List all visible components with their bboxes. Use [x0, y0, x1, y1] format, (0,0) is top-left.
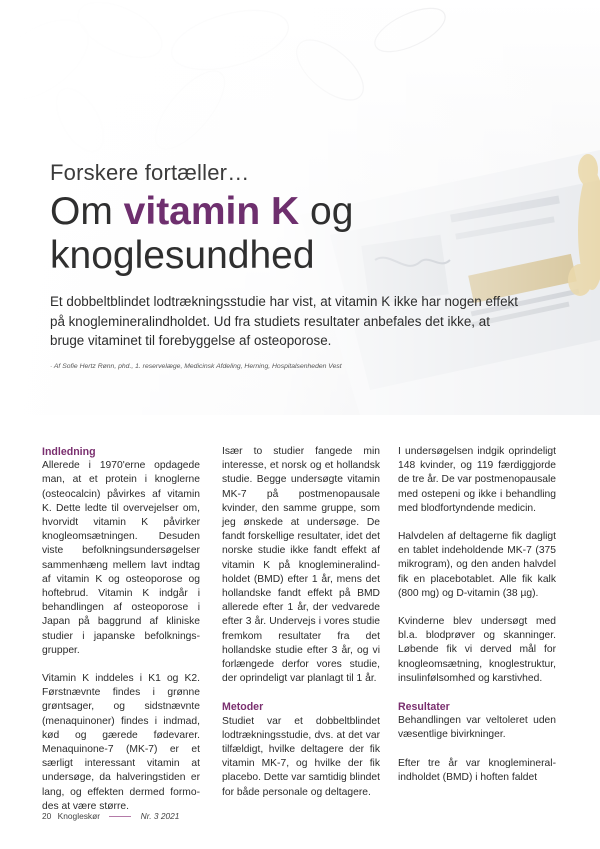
article-byline: · Af Sofie Hertz Rønn, phd., 1. reservelæge, Medicinsk Afdeling, Herning, Hospitalsenheden Vest	[50, 363, 342, 370]
issue-label: Nr. 3 2021	[140, 811, 180, 821]
text-column-1	[42, 445, 200, 828]
footer-divider	[109, 816, 131, 817]
paragraph: Vitamin K inddeles i K1 og K2. Førstnævnte findes i grønne grøntsager, og sidstnævnte (menaquinoner) findes i indmad, kød og gærede fødevarer. Menaquinone-7 (MK-7) er et særligt interessant vitamin at undersøge, da halveringstiden er lang, og effekten dermed formodes at være større.	[42, 673, 200, 812]
title-highlight: vitamin K	[123, 190, 300, 233]
article-lead: Et dobbeltblindet lodtrækningsstudie har vist, at vitamin K ikke har nogen effekt på knoglemineralindholdet. Ud fra studiets resultater anbefales det ikke, at bruge vitaminet til forebyggelse af osteoporose.	[50, 294, 518, 348]
title-prefix: Om	[50, 190, 124, 233]
paragraph: Efter tre år var knoglemineralindholdet (BMD) i hoften faldet	[398, 757, 556, 783]
paragraph: Allerede i 1970'erne opdagede man, at et protein i knoglerne (osteocalcin) påvirkes af vitamin K. Dette ledte til overvejelser om, hvorvidt vitamin K påvirker knogleomsætningen. Desuden viste befolkningsundersøgelser sammenhæng mellem lavt indtag af vitamin K og osteoporose og hoftebrud. Vitamin K indgår i behandlingen af osteoporose i Japan på baggrund af kliniske studier i japanske befolkningsgrupper.	[42, 460, 200, 656]
magazine-name: Knogleskør	[57, 811, 101, 821]
paragraph: Kvinderne blev undersøgt med bl.a. blodprøver og skanninger. Løbende fik vi derved mål for knogleomsætning, knoglestruktur, insulinfølsomhed og karstivhed.	[398, 616, 556, 684]
article-title	[50, 190, 353, 278]
paragraph: Studiet var et dobbeltblindet lodtrækningsstudie, dvs. at det var tilfældigt, hvilke deltagere der fik vitamin MK-7, og hvilke der fik placebo. Dette var samtidig blindet for både personale og deltagere.	[222, 715, 380, 798]
page-footer	[42, 811, 179, 821]
article-kicker: Forskere fortæller…	[50, 160, 250, 185]
paragraph: Behandlingen var veltoleret uden væsentlige bivirkninger.	[398, 715, 556, 741]
section-heading-metoder: Metoder	[222, 701, 264, 714]
text-column-2	[222, 445, 380, 814]
paragraph: Især to studier fangede min interesse, et norsk og et hollandsk studie. Begge undersøgte vitamin MK-7 på postmenopausale kvinder, den samme gruppe, som jeg ønskede at undersøge. De fandt forskellige resultater, idet det norske studie ikke fandt effekt af vitamin K på knoglemineralindholdet (BMD) efter 1 år, mens det hollandske fandt effekt på BMD allerede efter 1 år, der vedvarede efter 3 år. Undervejs i vores studie fremkom resultater fra det hollandske studie efter 3 år, og vi forlængede derfor vores studie, der oprindeligt var planlagt til 1 år.	[222, 446, 380, 685]
page-number: 20	[42, 811, 52, 821]
title-suffix: og	[299, 190, 354, 233]
paragraph: Halvdelen af deltagerne fik dagligt en tablet indeholdende MK-7 (375 mikrogram), og den anden halvdel fik en placebotablet. Alle fik kalk (800 mg) og D-vitamin (38 µg).	[398, 531, 556, 599]
paragraph: I undersøgelsen indgik oprindeligt 148 kvinder, og 119 færdiggjorde de tre år. De var postmenopausale med ostepeni og ikke i behandling med blodfortyndende medicin.	[398, 446, 556, 514]
section-heading-indledning: Indledning	[42, 446, 96, 458]
section-heading-resultater: Resultater	[398, 701, 450, 714]
text-column-3	[398, 445, 556, 799]
hero-image	[0, 0, 600, 415]
title-line-2: knoglesundhed	[50, 234, 315, 277]
